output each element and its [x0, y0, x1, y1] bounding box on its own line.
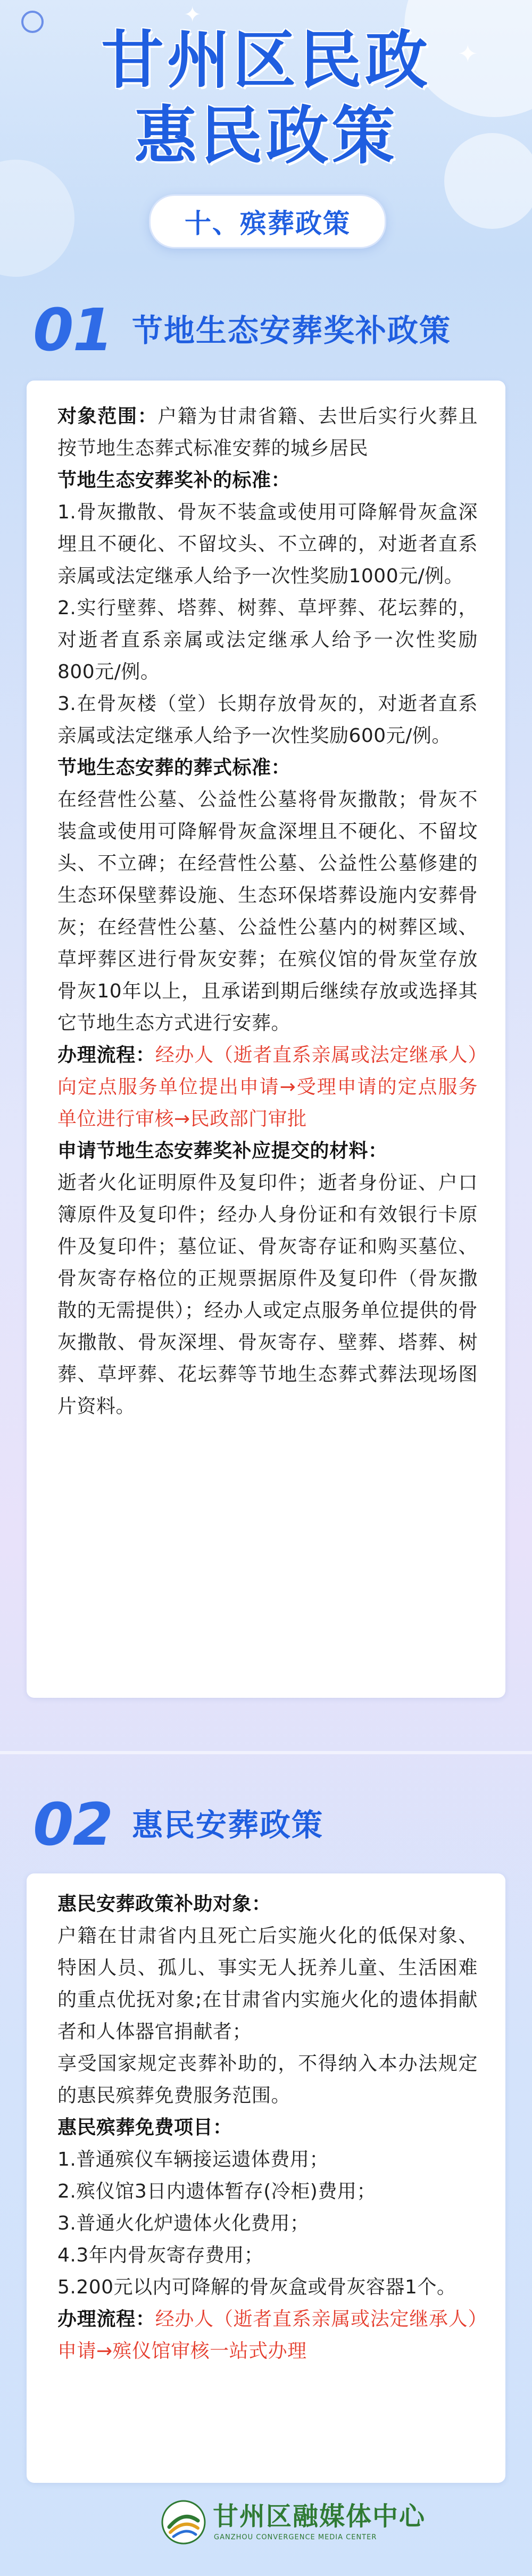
free-items-label-paragraph: [57, 2112, 478, 2144]
page-title-line2: 惠民政策: [134, 99, 398, 172]
page-subtitle: 十、殡葬政策: [185, 208, 351, 239]
scope-paragraph: [57, 401, 478, 465]
burial-standard-label: 节地生态安葬的葬式标准：: [57, 757, 291, 779]
section2-content: [57, 1888, 478, 2367]
standard-item-2: 2.实行壁葬、塔葬、树葬、草坪葬、花坛葬的，对逝者直系亲属或法定继承人给予一次性奖励800元/例。: [57, 597, 478, 683]
subtitle-pill: [149, 194, 386, 249]
section2-title: 惠民安葬政策: [132, 1807, 324, 1843]
process-paragraph: [57, 1039, 478, 1135]
free-item-4: 4.3年内骨灰寄存费用；: [57, 2244, 264, 2266]
standard-label: 节地生态安葬奖补的标准：: [57, 469, 291, 491]
standard-item-1: 1.骨灰撒散、骨灰不装盒或使用可降解骨灰盒深埋且不硬化、不留坟头、不立碑的，对逝者直系亲属或法定继承人给予一次性奖励1000元/例。: [57, 501, 478, 587]
burial-standard-paragraph: [57, 752, 478, 784]
process2-label: 办理流程：: [57, 2308, 155, 2330]
materials-label-paragraph: [57, 1135, 478, 1167]
burial-standard-text: 在经营性公墓、公益性公墓将骨灰撒散；骨灰不装盒或使用可降解骨灰盒深埋且不硬化、不留坟头、不立碑；在经营性公墓、公益性公墓修建的生态环保壁葬设施、生态环保塔葬设施内安葬骨灰；在经营性公墓、公益性公墓内的树葬区域、草坪葬区进行骨灰安葬；在殡仪馆的骨灰堂存放骨灰10年以上，且承诺到期后继续存放或选择其它节地生态方式进行安葬。: [57, 789, 478, 1034]
section2-card: [27, 1873, 505, 2483]
decorative-circle: [0, 160, 74, 277]
subsidy-target-label: 惠民安葬政策补助对象：: [57, 1893, 271, 1915]
free-item-1: 1.普通殡仪车辆接运遗体费用；: [57, 2149, 329, 2170]
section1-card: [27, 381, 505, 1698]
media-center-logo-icon: [161, 2499, 206, 2545]
subsidy-target-text: 户籍在甘肃省内且死亡后实施火化的低保对象、特困人员、孤儿、事实无人抚养儿童、生活困难的重点优抚对象;在甘肃省内实施火化的遗体捐献者和人体器官捐献者；: [57, 1925, 478, 2043]
scope-text: 户籍为甘肃省籍、去世后实行火葬且按节地生态葬式标准安葬的城乡居民: [57, 406, 478, 459]
process2-paragraph: [57, 2303, 478, 2367]
subsidy-target-label-paragraph: [57, 1888, 478, 1920]
section1-title: 节地生态安葬奖补政策: [132, 312, 452, 349]
free-items-label: 惠民殡葬免费项目：: [57, 2117, 232, 2139]
page-title-line1: 甘州区民政: [101, 23, 431, 97]
materials-text: 逝者火化证明原件及复印件；逝者身份证、户口簿原件及复印件；经办人身份证和有效银行卡原件及复印件；墓位证、骨灰寄存证和购买墓位、骨灰寄存格位的正规票据原件及复印件（骨灰撒散的无需提供）；经办人或定点服务单位提供的骨灰撒散、骨灰深埋、骨灰寄存、壁葬、塔葬、树葬、草坪葬、花坛葬等节地生态葬式葬法现场图片资料。: [57, 1172, 478, 1417]
page-header: [0, 0, 532, 298]
section1-content: [57, 401, 478, 1423]
footer-logo-text: 甘州区融媒体中心: [213, 2501, 426, 2531]
subsidy-exclusion-text: 享受国家规定丧葬补助的，不得纳入本办法规定的惠民殡葬免费服务范围。: [57, 2053, 478, 2107]
footer: [0, 2491, 532, 2555]
scope-label: 对象范围：: [57, 406, 158, 427]
footer-logo-english: GANZHOU CONVERGENCE MEDIA CENTER: [214, 2533, 377, 2541]
section1-heading: [0, 298, 532, 362]
free-item-2: 2.殡仪馆3日内遗体暂存(冷柜)费用；: [57, 2181, 376, 2202]
section-divider: [0, 1751, 532, 1754]
sparkle-icon: ✦: [458, 39, 478, 68]
sparkle-icon: ✦: [184, 3, 202, 27]
process-text: 经办人（逝者直系亲属或法定继承人）向定点服务单位提出申请→受理申请的定点服务单位进行审核→民政部门审批: [57, 1044, 478, 1130]
free-item-3: 3.普通火化炉遗体火化费用；: [57, 2212, 310, 2234]
section2-heading: [0, 1790, 532, 1859]
standard-item-3: 3.在骨灰楼（堂）长期存放骨灰的，对逝者直系亲属或法定继承人给予一次性奖励600元/例。: [57, 693, 478, 747]
section1-number: 01: [33, 296, 113, 364]
process-label: 办理流程：: [57, 1044, 155, 1066]
free-item-5: 5.200元以内可降解的骨灰盒或骨灰容器1个。: [57, 2276, 456, 2298]
process2-text: 经办人（逝者直系亲属或法定继承人）申请→殡仪馆审核一站式办理: [57, 2308, 478, 2362]
section2-number: 02: [33, 1790, 113, 1859]
materials-label: 申请节地生态安葬奖补应提交的材料：: [57, 1140, 388, 1162]
standard-label-paragraph: [57, 465, 478, 497]
